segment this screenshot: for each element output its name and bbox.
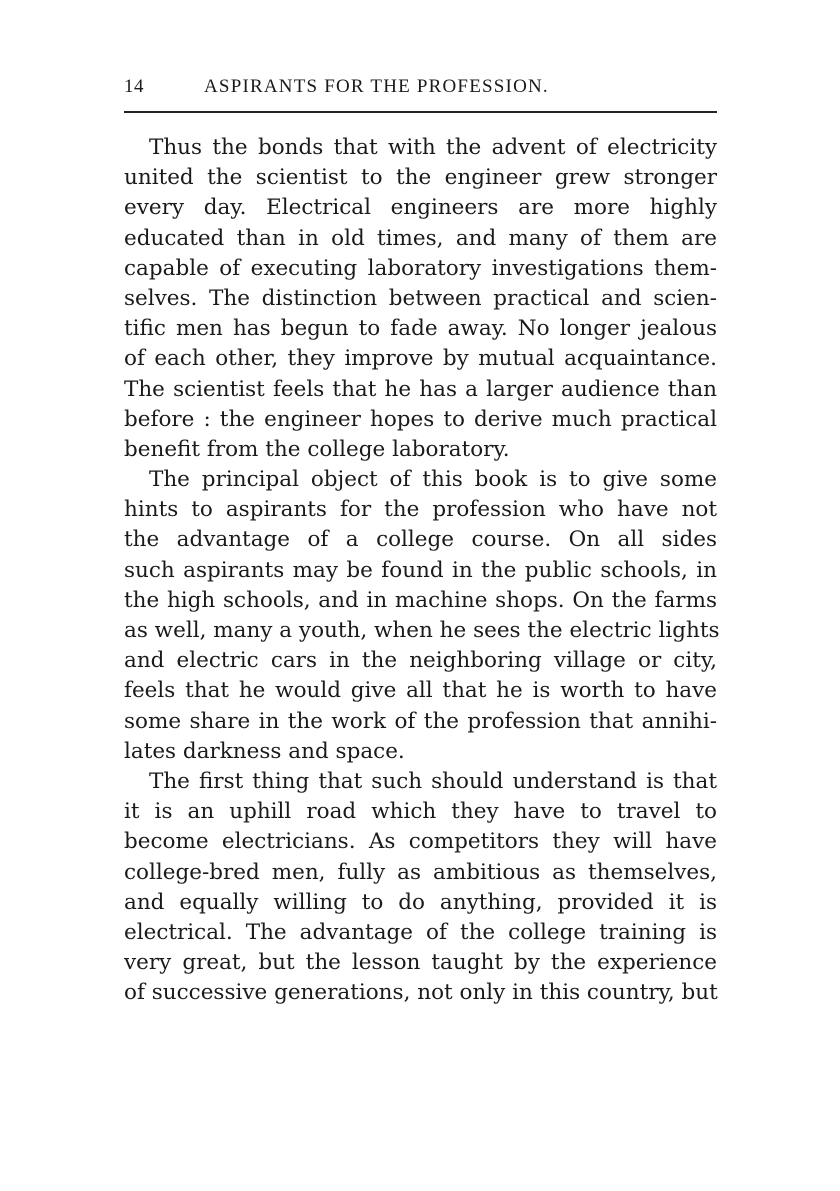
text-line: benefit from the college laboratory. bbox=[124, 436, 510, 462]
text-line: very great, but the lesson taught by the experience bbox=[124, 950, 717, 976]
text-line: college-bred men, fully as ambitious as themselves, bbox=[124, 859, 717, 885]
text-line: united the scientist to the engineer grew stronger bbox=[124, 165, 717, 191]
running-title: ASPIRANTS FOR THE PROFESSION. bbox=[204, 76, 549, 97]
text-line: hints to aspirants for the profession who have not bbox=[124, 497, 717, 523]
text-line: educated than in old times, and many of them are bbox=[124, 225, 717, 251]
text-line: lates darkness and space. bbox=[124, 738, 405, 764]
text-line: selves. The distinction between practical and scien- bbox=[124, 285, 717, 311]
header-rule bbox=[124, 111, 717, 113]
text-line: the high schools, and in machine shops. On the farms bbox=[124, 587, 717, 613]
text-line: and equally willing to do anything, provided it is bbox=[124, 889, 717, 915]
text-line: of successive generations, not only in this country, but bbox=[124, 980, 718, 1006]
text-line: Thus the bonds that with the advent of electricity bbox=[149, 135, 717, 160]
text-line: become electricians. As competitors they will have bbox=[124, 829, 717, 855]
body-text bbox=[124, 133, 720, 1008]
text-line: and electric cars in the neighboring village or city, bbox=[124, 648, 717, 674]
page-number: 14 bbox=[124, 76, 144, 97]
text-line: as well, many a youth, when he sees the electric lights bbox=[124, 618, 720, 643]
text-line: every day. Electrical engineers are more highly bbox=[124, 195, 717, 221]
text-line: the advantage of a college course. On all sides bbox=[124, 527, 717, 553]
text-line: before : the engineer hopes to derive much practical bbox=[124, 406, 717, 432]
text-line: such aspirants may be found in the public schools, in bbox=[124, 557, 717, 583]
text-line: feels that he would give all that he is worth to have bbox=[124, 678, 717, 704]
text-line: The scientist feels that he has a larger audience than bbox=[124, 376, 717, 402]
text-line: The principal object of this book is to give some bbox=[149, 467, 717, 493]
text-line: electrical. The advantage of the college training is bbox=[124, 919, 717, 945]
text-line: The first thing that such should understand is that bbox=[149, 768, 717, 794]
text-line: capable of executing laboratory investigations them- bbox=[124, 255, 717, 281]
text-line: it is an uphill road which they have to travel to bbox=[124, 799, 717, 825]
text-line: tific men has begun to fade away. No longer jealous bbox=[124, 316, 717, 342]
text-line: of each other, they improve by mutual acquaintance. bbox=[124, 346, 717, 372]
text-line: some share in the work of the profession that annihi- bbox=[124, 708, 717, 734]
page-header bbox=[124, 76, 717, 102]
